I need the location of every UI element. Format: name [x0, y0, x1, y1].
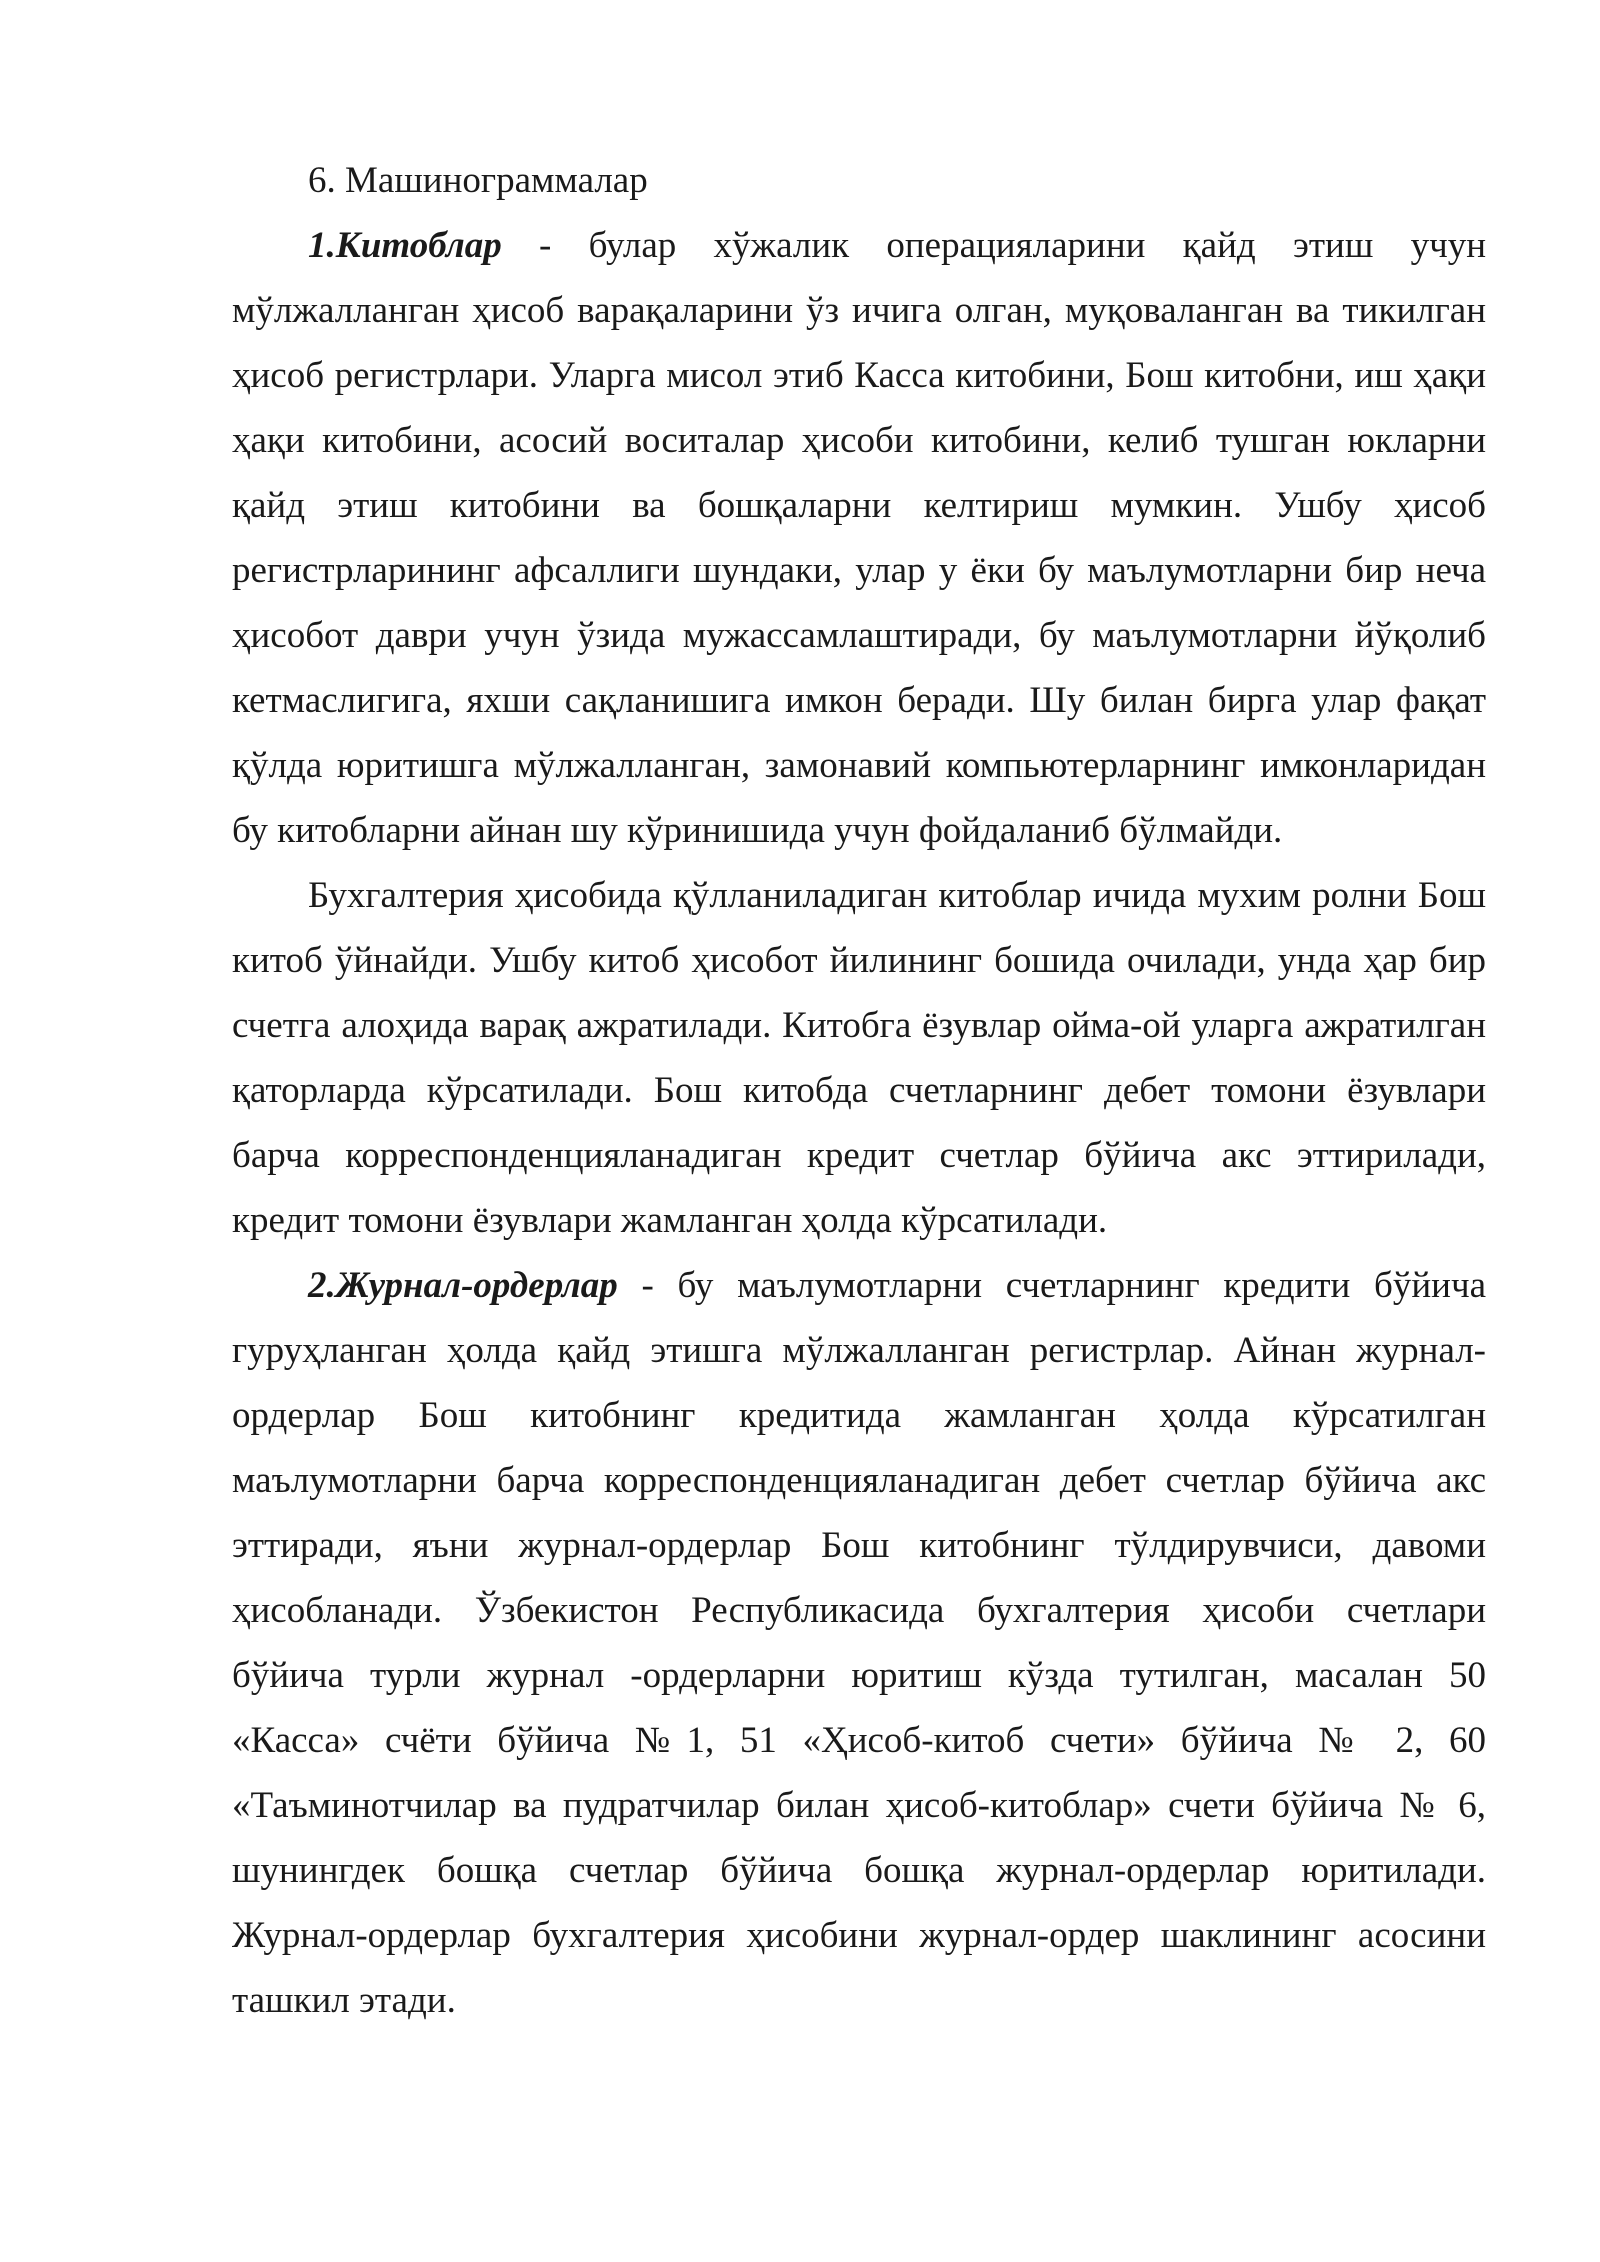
term-journal-orders: 2.Журнал-ордерлар: [308, 1265, 618, 1306]
term-books: 1.Китоблар: [308, 225, 502, 266]
paragraph-general-ledger-text: Бухгалтерия ҳисобида қўлланиладиган китоблар ичида мухим ролни Бош китоб ўйнайди. Ушбу китоб ҳисобот йилининг бошида очилади, унда ҳар бир счетга алоҳида варақ ажратилади. Китобга ёзувлар ойма-ой уларга ажратилган қаторларда кўрсатилади. Бош китобда счетларнинг дебет томони ёзувлари барча корреспонденцияланадиган кредит счетлар бўйича акс эттирилади, кредит томони ёзувлари жамланган ҳолда кўрсатилади.: [232, 875, 1486, 1241]
paragraph-general-ledger: [232, 863, 1486, 1253]
paragraph-journal-orders: [232, 1253, 1486, 2033]
paragraph-journal-orders-text: - бу маълумотларни счетларнинг кредити бўйича гуруҳланган ҳолда қайд этишга мўлжалланган регистрлар. Айнан журнал-ордерлар Бош китобнинг кредитида жамланган ҳолда кўрсатилган маълумотларни барча корреспонденцияланадиган дебет счетлар бўйича акс эттиради, яъни журнал-ордерлар Бош китобнинг тўлдирувчиси, давоми ҳисобланади. Ўзбекистон Республикасида бухгалтерия ҳисоби счетлари бўйича турли журнал -ордерларни юритиш кўзда тутилган, масалан 50 «Касса» счёти бўйича №1, 51 «Ҳисоб-китоб счети» бўйича № 2, 60 «Таъминотчилар ва пудратчилар билан ҳисоб-китоблар» счети бўйича № 6, шунингдек бошқа счетлар бўйича бошқа журнал-ордерлар юритилади. Журнал-ордерлар бухгалтерия ҳисобини журнал-ордер шаклининг асосини ташкил этади.: [232, 1265, 1486, 2021]
document-body: [232, 148, 1486, 2033]
paragraph-books-text: - булар хўжалик операцияларини қайд этиш учун мўлжалланган ҳисоб варақаларини ўз ичига олган, муқоваланган ва тикилган ҳисоб регистрлари. Уларга мисол этиб Касса китобини, Бош китобни, иш ҳақи ҳақи китобини, асосий воситалар ҳисоби китобини, келиб тушган юкларни қайд этиш китобини ва бошқаларни келтириш мумкин. Ушбу ҳисоб регистрларининг афсаллиги шундаки, улар у ёки бу маълумотларни бир неча ҳисобот даври учун ўзида мужассамлаштиради, бу маълумотларни йўқолиб кетмаслигига, яхши сақланишига имкон беради. Шу билан бирга улар фақат қўлда юритишга мўлжалланган, замонавий компьютерларнинг имконларидан бу китобларни айнан шу кўринишида учун фойдаланиб бўлмайди.: [232, 225, 1486, 851]
section-heading: 6. Машинограммалар: [308, 160, 648, 201]
paragraph-books: [232, 213, 1486, 863]
